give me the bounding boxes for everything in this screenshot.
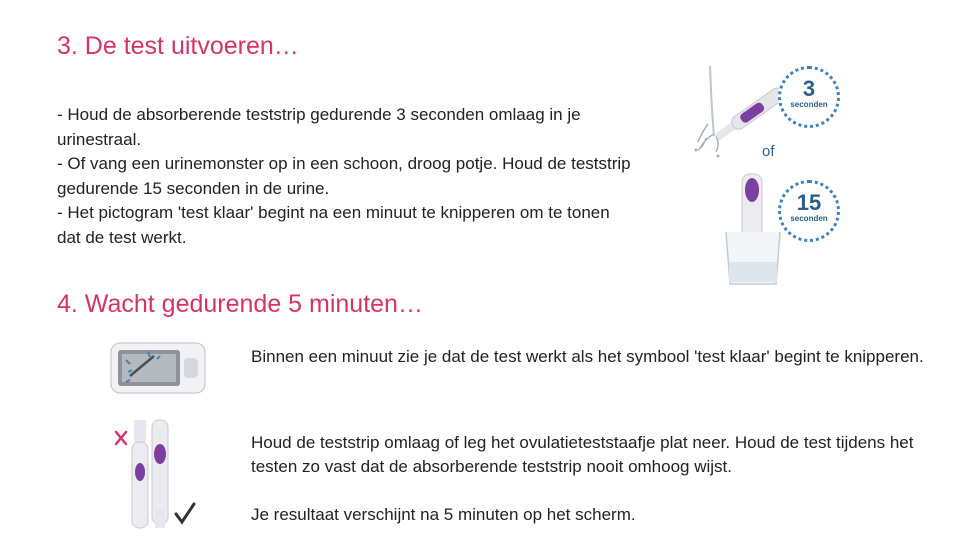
paragraph-result: Je resultaat verschijnt na 5 minuten op het scherm. — [251, 505, 636, 524]
section-title-perform-test: 3. De test uitvoeren… — [57, 32, 299, 60]
instruction-item: - Houd de absorberende teststrip gedurende 3 seconden omlaag in je urinestraal. — [57, 105, 581, 149]
paragraph-hold-test: Houd de teststrip omlaag of leg het ovulatieteststaafje plat neer. Houd de test tijdens het testen zo vast dat de absorberende teststrip nooit omhoog wijst. — [251, 433, 914, 476]
test-in-urine-stream-illustration — [688, 64, 788, 184]
timer-3-seconds-icon — [778, 66, 840, 128]
instruction-item: - Het pictogram 'test klaar' begint na een minuut te knipperen om te tonen dat de test werkt. — [57, 203, 610, 247]
instruction-list — [57, 103, 632, 250]
timer-unit: seconden — [790, 214, 828, 223]
test-in-cup-illustration — [720, 170, 786, 288]
or-label: of — [762, 143, 775, 160]
check-mark-icon — [176, 504, 194, 522]
instruction-item: - Of vang een urinemonster op in een schoon, droog potje. Houd de teststrip gedurende 15 seconden in de urine. — [57, 154, 631, 198]
timer-value: 15 — [796, 190, 822, 215]
timer-15-seconds-icon — [778, 180, 840, 242]
blinking-display-illustration — [110, 342, 206, 394]
test-orientation-illustration — [112, 418, 204, 530]
timer-unit: seconden — [790, 100, 828, 109]
timer-value: 3 — [802, 76, 816, 101]
section-title-wait: 4. Wacht gedurende 5 minuten… — [57, 290, 423, 318]
paragraph-test-ready: Binnen een minuut zie je dat de test werkt als het symbool 'test klaar' begint te knipperen. — [251, 347, 924, 366]
cross-mark-icon — [116, 432, 126, 444]
